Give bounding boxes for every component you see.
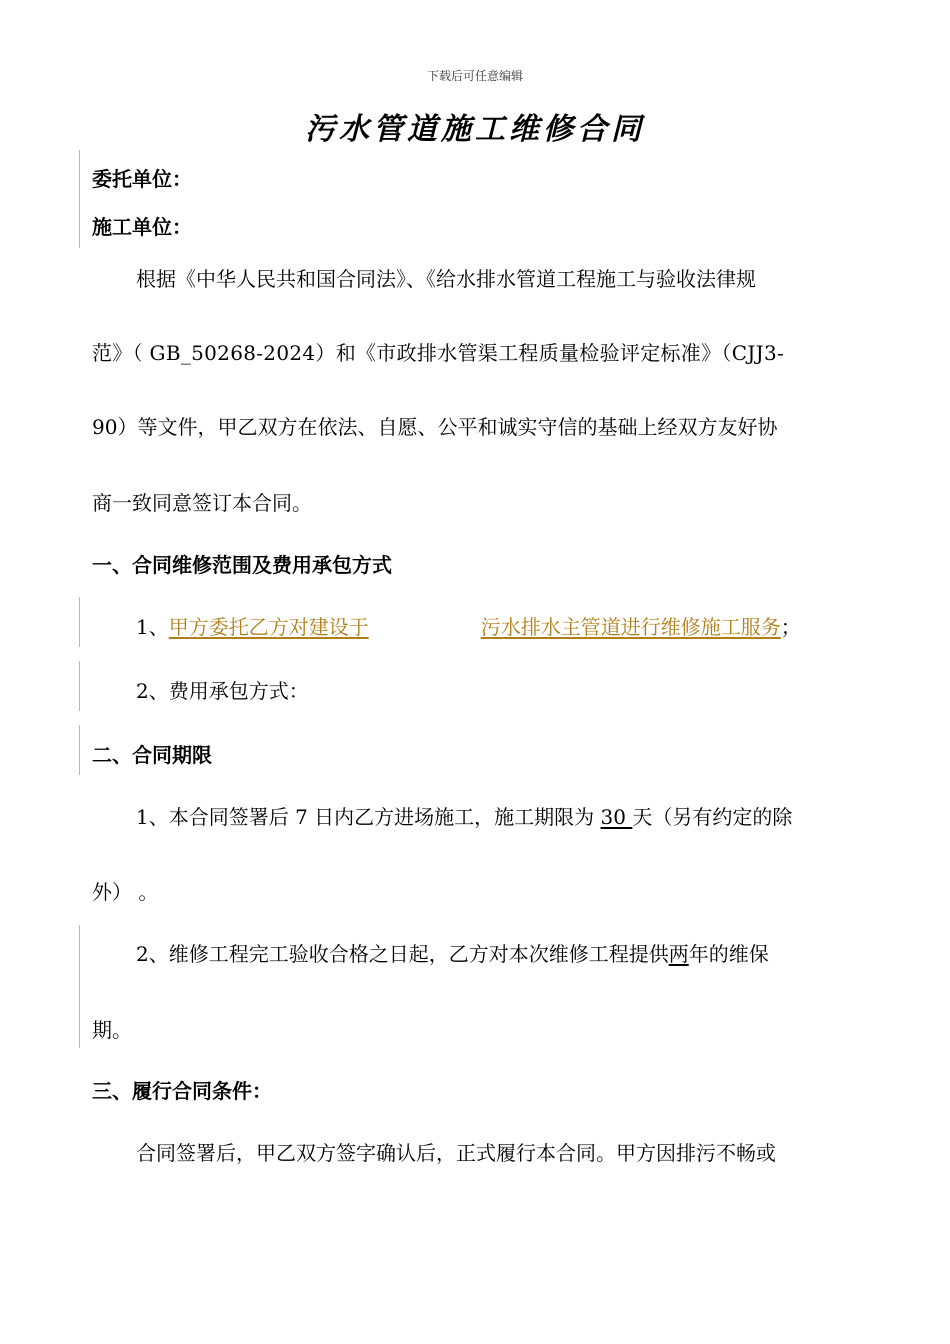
section2-item2: 2、维修工程完工验收合格之日起，乙方对本次维修工程提供两年的维保 xyxy=(136,942,769,966)
header-note: 下载后可任意编辑 xyxy=(426,69,523,83)
change-bar xyxy=(79,661,80,711)
section2-heading: 二、合同期限 xyxy=(92,743,212,767)
section3-heading: 三、履行合同条件： xyxy=(92,1079,272,1103)
years-value: 两 xyxy=(668,942,689,966)
intro-line-4: 商一致同意签订本合同。 xyxy=(92,491,312,515)
change-bar xyxy=(79,725,80,775)
section2-item1: 1、本合同签署后 7 日内乙方进场施工，施工期限为 30 天（另有约定的除 xyxy=(136,805,793,829)
section2-item2-line2: 期。 xyxy=(92,1018,132,1042)
section2-item1-line2: 外） 。 xyxy=(92,880,159,904)
section1-heading: 一、合同维修范围及费用承包方式 xyxy=(92,553,392,577)
intro-line-2: 范》（ GB_50268-2024）和《市政排水管渠工程质量检验评定标准》（CJJ3- xyxy=(92,341,785,365)
days-value: 30 xyxy=(600,805,633,829)
item1-prefix: 1、 xyxy=(136,615,169,639)
change-bar xyxy=(79,925,80,1048)
change-bar xyxy=(79,597,80,647)
intro-line-1: 根据《中华人民共和国合同法》、《给水排水管道工程施工与验收法律规 xyxy=(136,267,756,291)
intro-line-3: 90）等文件，甲乙双方在依法、自愿、公平和诚实守信的基础上经双方友好协 xyxy=(92,415,778,439)
contractor-label: 施工单位： xyxy=(92,215,192,239)
change-bar xyxy=(79,150,80,248)
section1-item2: 2、费用承包方式： xyxy=(136,679,309,703)
section1-item1 xyxy=(136,611,801,640)
section3-line1: 合同签署后，甲乙双方签字确认后，正式履行本合同。甲方因排污不畅或 xyxy=(136,1141,776,1165)
tracked-change-link[interactable]: 甲方委托乙方对建设于 污水排水主管道进行维修施工服务 xyxy=(168,615,781,639)
item1-suffix: ； xyxy=(780,615,801,639)
client-label: 委托单位： xyxy=(92,167,192,191)
page-title: 污水管道施工维修合同 xyxy=(305,112,645,147)
